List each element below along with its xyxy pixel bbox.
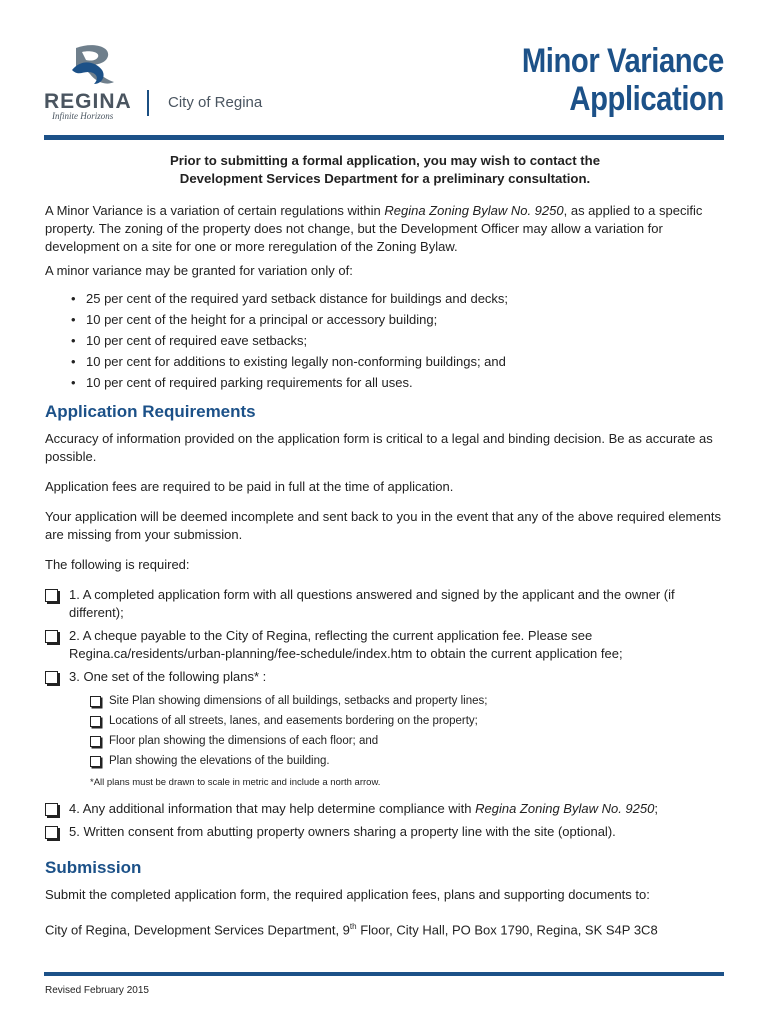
consultation-line-1: Prior to submitting a formal application, you may wish to contact the [169, 153, 601, 168]
submission-heading: Submission [45, 858, 142, 877]
checklist-item-1: 1. A completed application form with all questions answered and signed by the applicant and the owner (if different); [45, 586, 725, 622]
required-intro: The following is required: [45, 557, 190, 572]
variation-list [71, 288, 725, 393]
logo-tagline: Infinite Horizons [52, 111, 114, 121]
list-item: • 25 per cent of the required yard setback distance for buildings and decks; [71, 288, 725, 309]
accuracy-paragraph: Accuracy of information provided on the application form is critical to a legal and binding decision. Be as accurate as possible. [45, 431, 713, 464]
checkbox-icon[interactable] [45, 630, 58, 643]
checklist-item-5: 5. Written consent from abutting property owners sharing a property line with the site (optional). [45, 823, 725, 841]
consultation-line-2: Development Services Department for a preliminary consultation. [179, 171, 591, 186]
checkbox-icon[interactable] [90, 716, 101, 727]
header-divider [44, 135, 724, 140]
list-item: • 10 per cent of required parking requirements for all uses. [71, 372, 725, 393]
checklist-item-4: 4. Any additional information that may help determine compliance with Regina Zoning Bylaw No. 9250; [45, 800, 725, 818]
requirements-heading: Application Requirements [45, 402, 256, 421]
footer-divider [44, 972, 724, 976]
checkbox-icon[interactable] [45, 671, 58, 684]
fees-paragraph: Application fees are required to be paid in full at the time of application. [45, 479, 454, 494]
plan-item-floor: Floor plan showing the dimensions of each floor; and [45, 731, 725, 751]
checkbox-icon[interactable] [45, 589, 58, 602]
list-item: • 10 per cent for additions to existing legally non-conforming buildings; and [71, 351, 725, 372]
city-name: City of Regina [168, 94, 263, 111]
list-item: • 10 per cent of the height for a principal or accessory building; [71, 309, 725, 330]
title-line-2: Application [569, 80, 724, 118]
incomplete-paragraph: Your application will be deemed incomplete and sent back to you in the event that any of the above required elements are missing from your submission. [45, 509, 721, 542]
checkbox-icon[interactable] [45, 826, 58, 839]
logo-divider [147, 90, 149, 116]
consultation-notice [45, 152, 725, 188]
bylaw-reference: Regina Zoning Bylaw No. 9250 [475, 801, 655, 816]
variation-intro: A minor variance may be granted for variation only of: [45, 263, 353, 278]
list-item: • 10 per cent of required eave setbacks; [71, 330, 725, 351]
bylaw-reference: Regina Zoning Bylaw No. 9250 [384, 203, 564, 218]
document-body [45, 152, 725, 945]
checklist-item-2: 2. A cheque payable to the City of Regina, reflecting the current application fee. Please see Regina.ca/residents/urban-planning/fee-schedule/index.htm to obtain the current application fee; [45, 627, 725, 663]
logo-wordmark: REGINA [44, 90, 132, 113]
regina-r-logo-icon [62, 44, 134, 90]
submission-paragraph: Submit the completed application form, the required application fees, plans and supporting documents to: [45, 887, 650, 902]
plan-item-locations: Locations of all streets, lanes, and easements bordering on the property; [45, 711, 725, 731]
checkbox-icon[interactable] [90, 696, 101, 707]
plan-item-elevations: Plan showing the elevations of the building. [45, 751, 725, 771]
submission-address: City of Regina, Development Services Department, 9th Floor, City Hall, PO Box 1790, Regina, SK S4P 3C8 [45, 922, 658, 938]
checkbox-icon[interactable] [90, 736, 101, 747]
definition-paragraph: A Minor Variance is a variation of certain regulations within Regina Zoning Bylaw No. 9250, as applied to a specific property. The zoning of the property does not change, but the Development Officer may allow a variation for development on a site for one or more reregulation of the Zoning Bylaw. [45, 203, 703, 254]
page-title [522, 42, 724, 118]
plans-note: *All plans must be drawn to scale in metric and include a north arrow. [90, 777, 381, 788]
revision-date: Revised February 2015 [45, 985, 149, 996]
checkbox-icon[interactable] [90, 756, 101, 767]
city-logo [44, 44, 284, 124]
plan-item-site: Site Plan showing dimensions of all buildings, setbacks and property lines; [45, 691, 725, 711]
title-line-1: Minor Variance [522, 42, 724, 80]
checklist-item-3: 3. One set of the following plans* : [45, 668, 725, 686]
checkbox-icon[interactable] [45, 803, 58, 816]
